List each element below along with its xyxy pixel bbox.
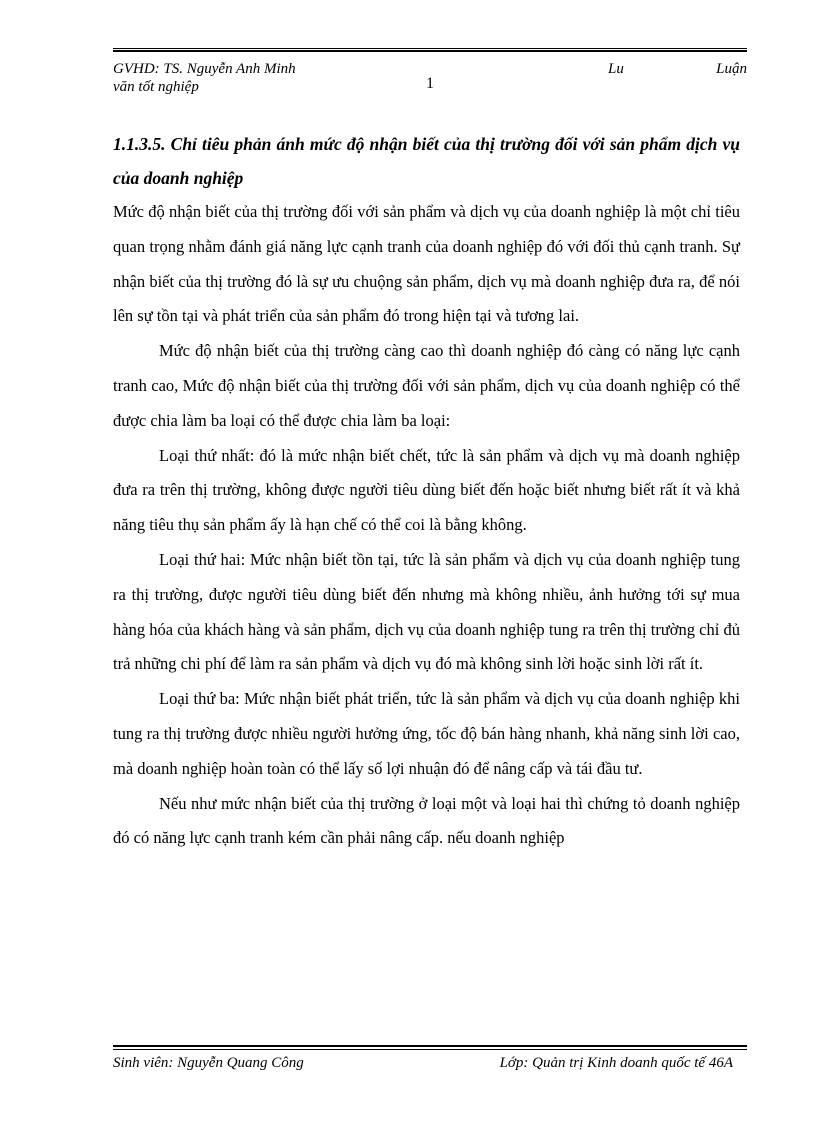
section-heading: 1.1.3.5. Chỉ tiêu phản ánh mức độ nhận biết của thị trường đối với sản phẩm dịch vụ của doanh nghiệp [113, 134, 740, 188]
footer-class: Lớp: Quản trị Kinh doanh quốc tế 46A [499, 1055, 733, 1071]
page-footer [113, 1045, 747, 1085]
page-number: 1 [426, 75, 434, 92]
paragraph-2: Mức độ nhận biết của thị trường càng cao thì doanh nghiệp đó càng có năng lực cạnh tranh cao, Mức độ nhận biết của thị trường đối với sản phẩm, dịch vụ của doanh nghiệp có thể được chia làm ba loại có thể được chia làm ba loại: [113, 341, 740, 430]
header-rule [113, 48, 747, 52]
footer-student: Sinh viên: Nguyễn Quang Công [113, 1055, 304, 1071]
paragraph-1: Mức độ nhận biết của thị trường đối với sản phẩm và dịch vụ của doanh nghiệp là một chỉ tiêu quan trọng nhằm đánh giá năng lực cạnh tranh của doanh nghiệp đó với đối thủ cạnh tranh. Sự nhận biết của thị trường đó là sự ưu chuộng sản phẩm, dịch vụ mà doanh nghiệp đưa ra, để nói lên sự tồn tại và phát triển của sản phẩm đó trong hiện tại và tương lai. [113, 202, 740, 326]
paragraph-3: Loại thứ nhất: đó là mức nhận biết chết, tức là sản phẩm và dịch vụ mà doanh nghiệp đưa ra trên thị trường, không được người tiêu dùng biết đến hoặc biết nhưng biết rất ít và khả năng tiêu thụ sản phẩm ấy là hạn chế có thể coi là bằng không. [113, 445, 740, 535]
paragraph-5: Loại thứ ba: Mức nhận biết phát triển, tức là sản phẩm và dịch vụ của doanh nghiệp khi tung ra thị trường được nhiều người hưởng ứng, tốc độ bán hàng nhanh, khả năng sinh lời cao, mà doanh nghiệp hoàn toàn có thể lấy số lợi nhuận đó để nâng cấp và tái đầu tư. [113, 689, 740, 778]
header-advisor: GVHD: TS. Nguyễn Anh Minh [113, 61, 296, 77]
paragraph-6: Nếu như mức nhận biết của thị trường ở loại một và loại hai thì chứng tỏ doanh nghiệp đó có năng lực cạnh tranh kém cần phải nâng cấp. nếu doanh nghiệp [113, 793, 740, 848]
footer-rule [113, 1045, 747, 1050]
paragraph-4: Loại thứ hai: Mức nhận biết tồn tại, tức là sản phẩm và dịch vụ của doanh nghiệp tung ra thị trường, được người tiêu dùng biết đến nhưng mà không nhiều, ảnh hưởng tới sự mua hàng hóa của khách hàng và sản phẩm, dịch vụ của doanh nghiệp tung ra trên thị trường chỉ đủ trả những chi phí để làm ra sản phẩm và dịch vụ đó mà không sinh lời hoặc sinh lời rất ít. [113, 549, 740, 674]
page-header [113, 48, 747, 106]
header-doc-type-cont: văn tốt nghiệp [113, 79, 199, 95]
header-doc-type-word1: Lu [608, 61, 624, 77]
page-body [113, 127, 740, 856]
header-doc-type-word2: Luận [716, 61, 747, 77]
